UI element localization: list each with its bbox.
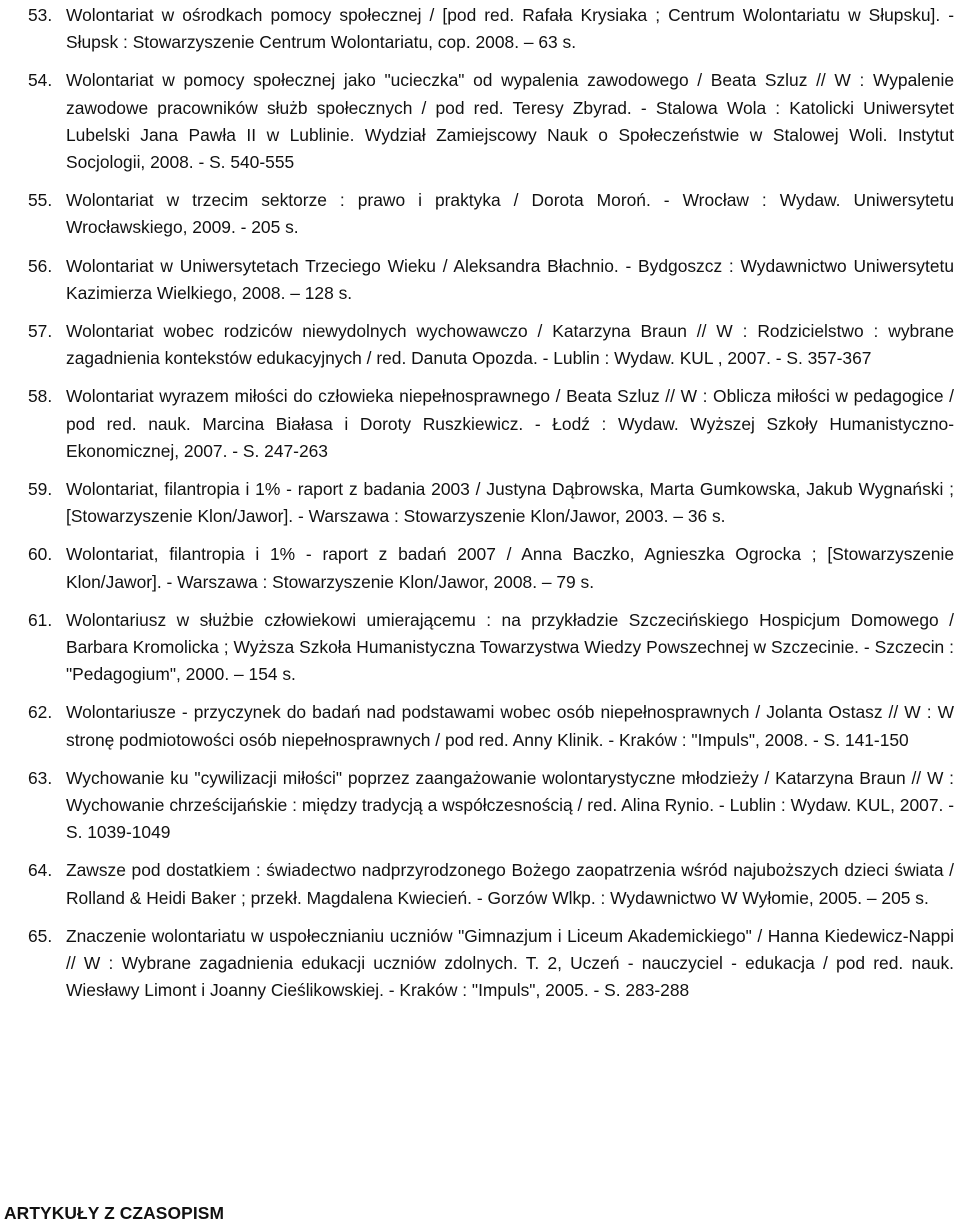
bibliography-entry-64 <box>28 857 956 911</box>
entry-number: 55. <box>28 190 53 211</box>
bibliography-entry-55 <box>28 187 956 241</box>
bibliography-entry-62 <box>28 699 956 753</box>
bibliography-entry-57 <box>28 318 956 372</box>
entry-number: 57. <box>28 321 53 342</box>
entry-text: Wolontariat, filantropia i 1% - raport z badania 2003 / Justyna Dąbrowska, Marta Gumkowska, Jakub Wygnański ; [Stowarzyszenie Klon/Jawor]. - Warszawa : Stowarzyszenie Klon/Jawor, 2003. – 36 s. <box>66 479 954 527</box>
bibliography-entry-53 <box>28 2 956 56</box>
entry-text: Wolontariat, filantropia i 1% - raport z badań 2007 / Anna Baczko, Agnieszka Ogrocka ; [Stowarzyszenie Klon/Jawor]. - Warszawa : Stowarzyszenie Klon/Jawor, 2008. – 79 s. <box>66 544 954 592</box>
entry-text: Wolontariat w ośrodkach pomocy społecznej / [pod red. Rafała Krysiaka ; Centrum Wolontariatu w Słupsku]. - Słupsk : Stowarzyszenie Centrum Wolontariatu, cop. 2008. – 63 s. <box>66 5 954 53</box>
entry-text: Wolontariusz w służbie człowiekowi umierającemu : na przykładzie Szczecińskiego Hospicjum Domowego / Barbara Kromolicka ; Wyższa Szkoła Humanistyczna Towarzystwa Wiedzy Powszechnej w Szczecinie. - Szczecin : "Pedagogium", 2000. – 154 s. <box>66 609 954 685</box>
section-heading: ARTYKUŁY Z CZASOPISM <box>4 1203 225 1223</box>
entry-text: Wolontariat w trzecim sektorze : prawo i praktyka / Dorota Moroń. - Wrocław : Wydaw. Uniwersytetu Wrocławskiego, 2009. - 205 s. <box>66 190 954 238</box>
entry-number: 58. <box>28 386 53 407</box>
bibliography-list <box>28 2 956 1016</box>
bibliography-entry-54 <box>28 67 956 176</box>
entry-number: 65. <box>28 925 53 946</box>
entry-number: 62. <box>28 702 53 723</box>
entry-text: Wolontariat wyrazem miłości do człowieka niepełnosprawnego / Beata Szluz // W : Oblicza miłości w pedagogice / pod red. nauk. Marcina Białasa i Doroty Ruszkiewicz. - Łodź : Wydaw. Wyższej Szkoły Humanistyczno-Ekonomicznej, 2007. - S. 247-263 <box>66 386 954 461</box>
entry-text: Wolontariusze - przyczynek do badań nad podstawami wobec osób niepełnosprawnych / Jolanta Ostasz // W : W stronę podmiotowości osób niepełnosprawnych / pod red. Anny Klinik. - Kraków : "Impuls", 2008. - S. 141-150 <box>66 702 954 750</box>
entry-number: 61. <box>28 609 53 630</box>
entry-number: 63. <box>28 767 53 788</box>
entry-text: Znaczenie wolontariatu w uspołecznianiu uczniów "Gimnazjum i Liceum Akademickiego" / Hanna Kiedewicz-Nappi // W : Wybrane zagadnienia edukacji uczniów zdolnych. T. 2, Uczeń - nauczyciel - edukacja / pod red. nauk. Wiesławy Limont i Joanny Cieślikowskiej. - Kraków : "Impuls", 2005. - S. 283-288 <box>66 925 954 1001</box>
entry-text: Wolontariat w pomocy społecznej jako "ucieczka" od wypalenia zawodowego / Beata Szluz // W : Wypalenie zawodowe pracowników służb społecznych / pod red. Teresy Zbyrad. - Stalowa Wola : Katolicki Uniwersytet Lubelski Jana Pawła II w Lublinie. Wydział Zamiejscowy Nauk o Społeczeństwie w Stalowej Woli. Instytut Socjologii, 2008. - S. 540-555 <box>66 70 954 173</box>
entry-text: Wychowanie ku "cywilizacji miłości" poprzez zaangażowanie wolontarystyczne młodzieży / Katarzyna Braun // W : Wychowanie chrześcijańskie : między tradycją a współczesnością / red. Alina Rynio. - Lublin : Wydaw. KUL, 2007. - S. 1039-1049 <box>66 767 954 843</box>
entry-number: 64. <box>28 860 53 881</box>
bibliography-entry-63 <box>28 765 956 847</box>
bibliography-entry-60 <box>28 541 956 595</box>
bibliography-entry-58 <box>28 383 956 465</box>
bibliography-entry-61 <box>28 607 956 689</box>
bibliography-entry-59 <box>28 476 956 530</box>
entry-text: Zawsze pod dostatkiem : świadectwo nadprzyrodzonego Bożego zaopatrzenia wśród najuboższych dzieci świata / Rolland & Heidi Baker ; przekł. Magdalena Kwiecień. - Gorzów Wlkp. : Wydawnictwo W Wyłomie, 2005. – 205 s. <box>66 860 954 908</box>
entry-number: 54. <box>28 70 53 91</box>
entry-number: 59. <box>28 479 53 500</box>
entry-text: Wolontariat w Uniwersytetach Trzeciego Wieku / Aleksandra Błachnio. - Bydgoszcz : Wydawnictwo Uniwersytetu Kazimierza Wielkiego, 2008. – 128 s. <box>66 255 954 303</box>
bibliography-entry-56 <box>28 253 956 307</box>
bibliography-entry-65 <box>28 923 956 1005</box>
entry-number: 53. <box>28 5 53 25</box>
entry-number: 60. <box>28 544 53 565</box>
entry-number: 56. <box>28 255 53 276</box>
entry-text: Wolontariat wobec rodziców niewydolnych wychowawczo / Katarzyna Braun // W : Rodzicielstwo : wybrane zagadnienia kontekstów edukacyjnych / red. Danuta Opozda. - Lublin : Wydaw. KUL , 2007. - S. 357-367 <box>66 321 954 369</box>
